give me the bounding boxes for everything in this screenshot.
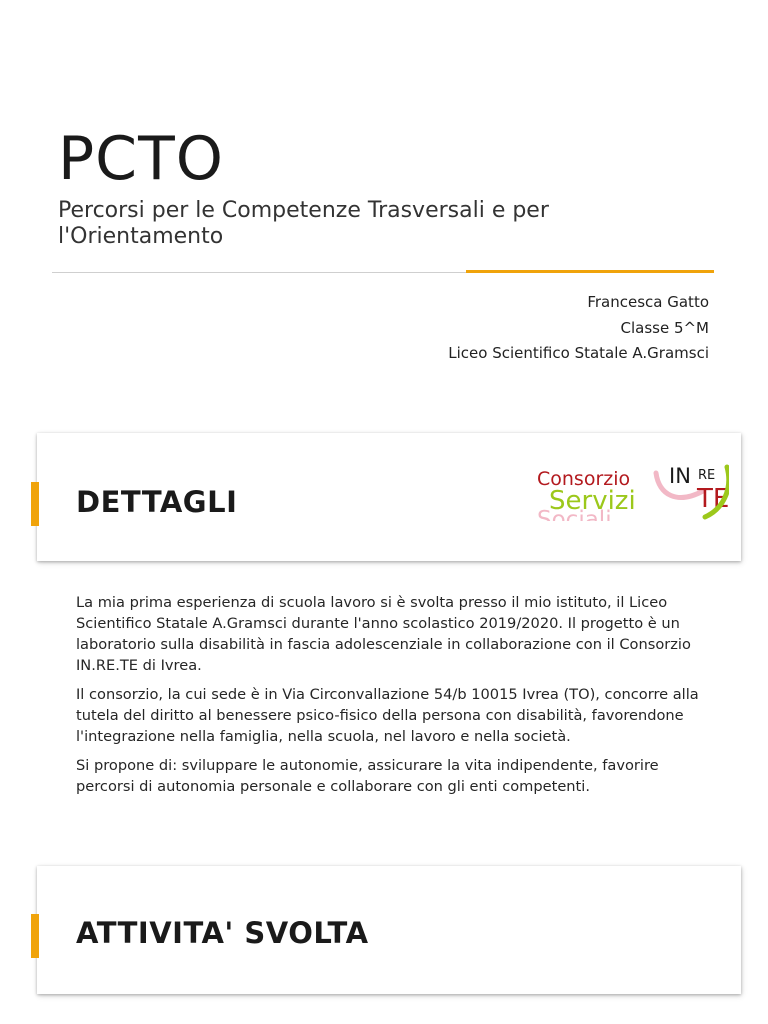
logo-text-re: RE (698, 468, 716, 483)
author-school: Liceo Scientifico Statale A.Gramsci (448, 344, 709, 362)
details-accent-bar (31, 482, 39, 526)
details-body (76, 592, 700, 805)
consorzio-inrete-logo (499, 449, 729, 521)
author-class: Classe 5^M (620, 318, 709, 337)
logo-text-sociali: Sociali (537, 507, 612, 521)
logo-text-consorzio: Consorzio (537, 468, 631, 490)
activity-accent-bar (31, 914, 39, 958)
author-block (448, 290, 709, 367)
details-paragraph-3: Si propone di: sviluppare le autonomie, assicurare la vita indipendente, favorire percorsi di autonomia personale e collaborare con gli enti competenti. (76, 757, 659, 795)
details-paragraph-2: Il consorzio, la cui sede è in Via Circonvallazione 54/b 10015 Ivrea (TO), concorre alla tutela del diritto al benessere psico-fisico della persona con disabilità, favorendone l'integrazione nella famiglia, nella scuola, nel lavoro e nella società. (76, 686, 699, 745)
title-divider-accent (466, 270, 714, 273)
activity-heading: ATTIVITA' SVOLTA (76, 916, 369, 950)
activity-card (37, 866, 741, 994)
details-card (37, 433, 741, 561)
logo-text-servizi: Servizi (549, 486, 636, 516)
logo-text-in: IN (669, 464, 691, 488)
title-slide (0, 0, 768, 400)
logo-text-te: TE (697, 484, 729, 514)
author-name: Francesca Gatto (587, 293, 709, 311)
details-paragraph-1: La mia prima esperienza di scuola lavoro si è svolta presso il mio istituto, il Liceo Scientifico Statale A.Gramsci durante l'anno scolastico 2019/2020. Il progetto è un laboratorio sulla disabilità in fascia adolescenziale in collaborazione con il Consorzio IN.RE.TE di Ivrea. (76, 594, 691, 674)
page-title: PCTO (58, 124, 224, 194)
page-subtitle: Percorsi per le Competenze Trasversali e per l'Orientamento (58, 198, 549, 249)
details-heading: DETTAGLI (76, 485, 238, 519)
